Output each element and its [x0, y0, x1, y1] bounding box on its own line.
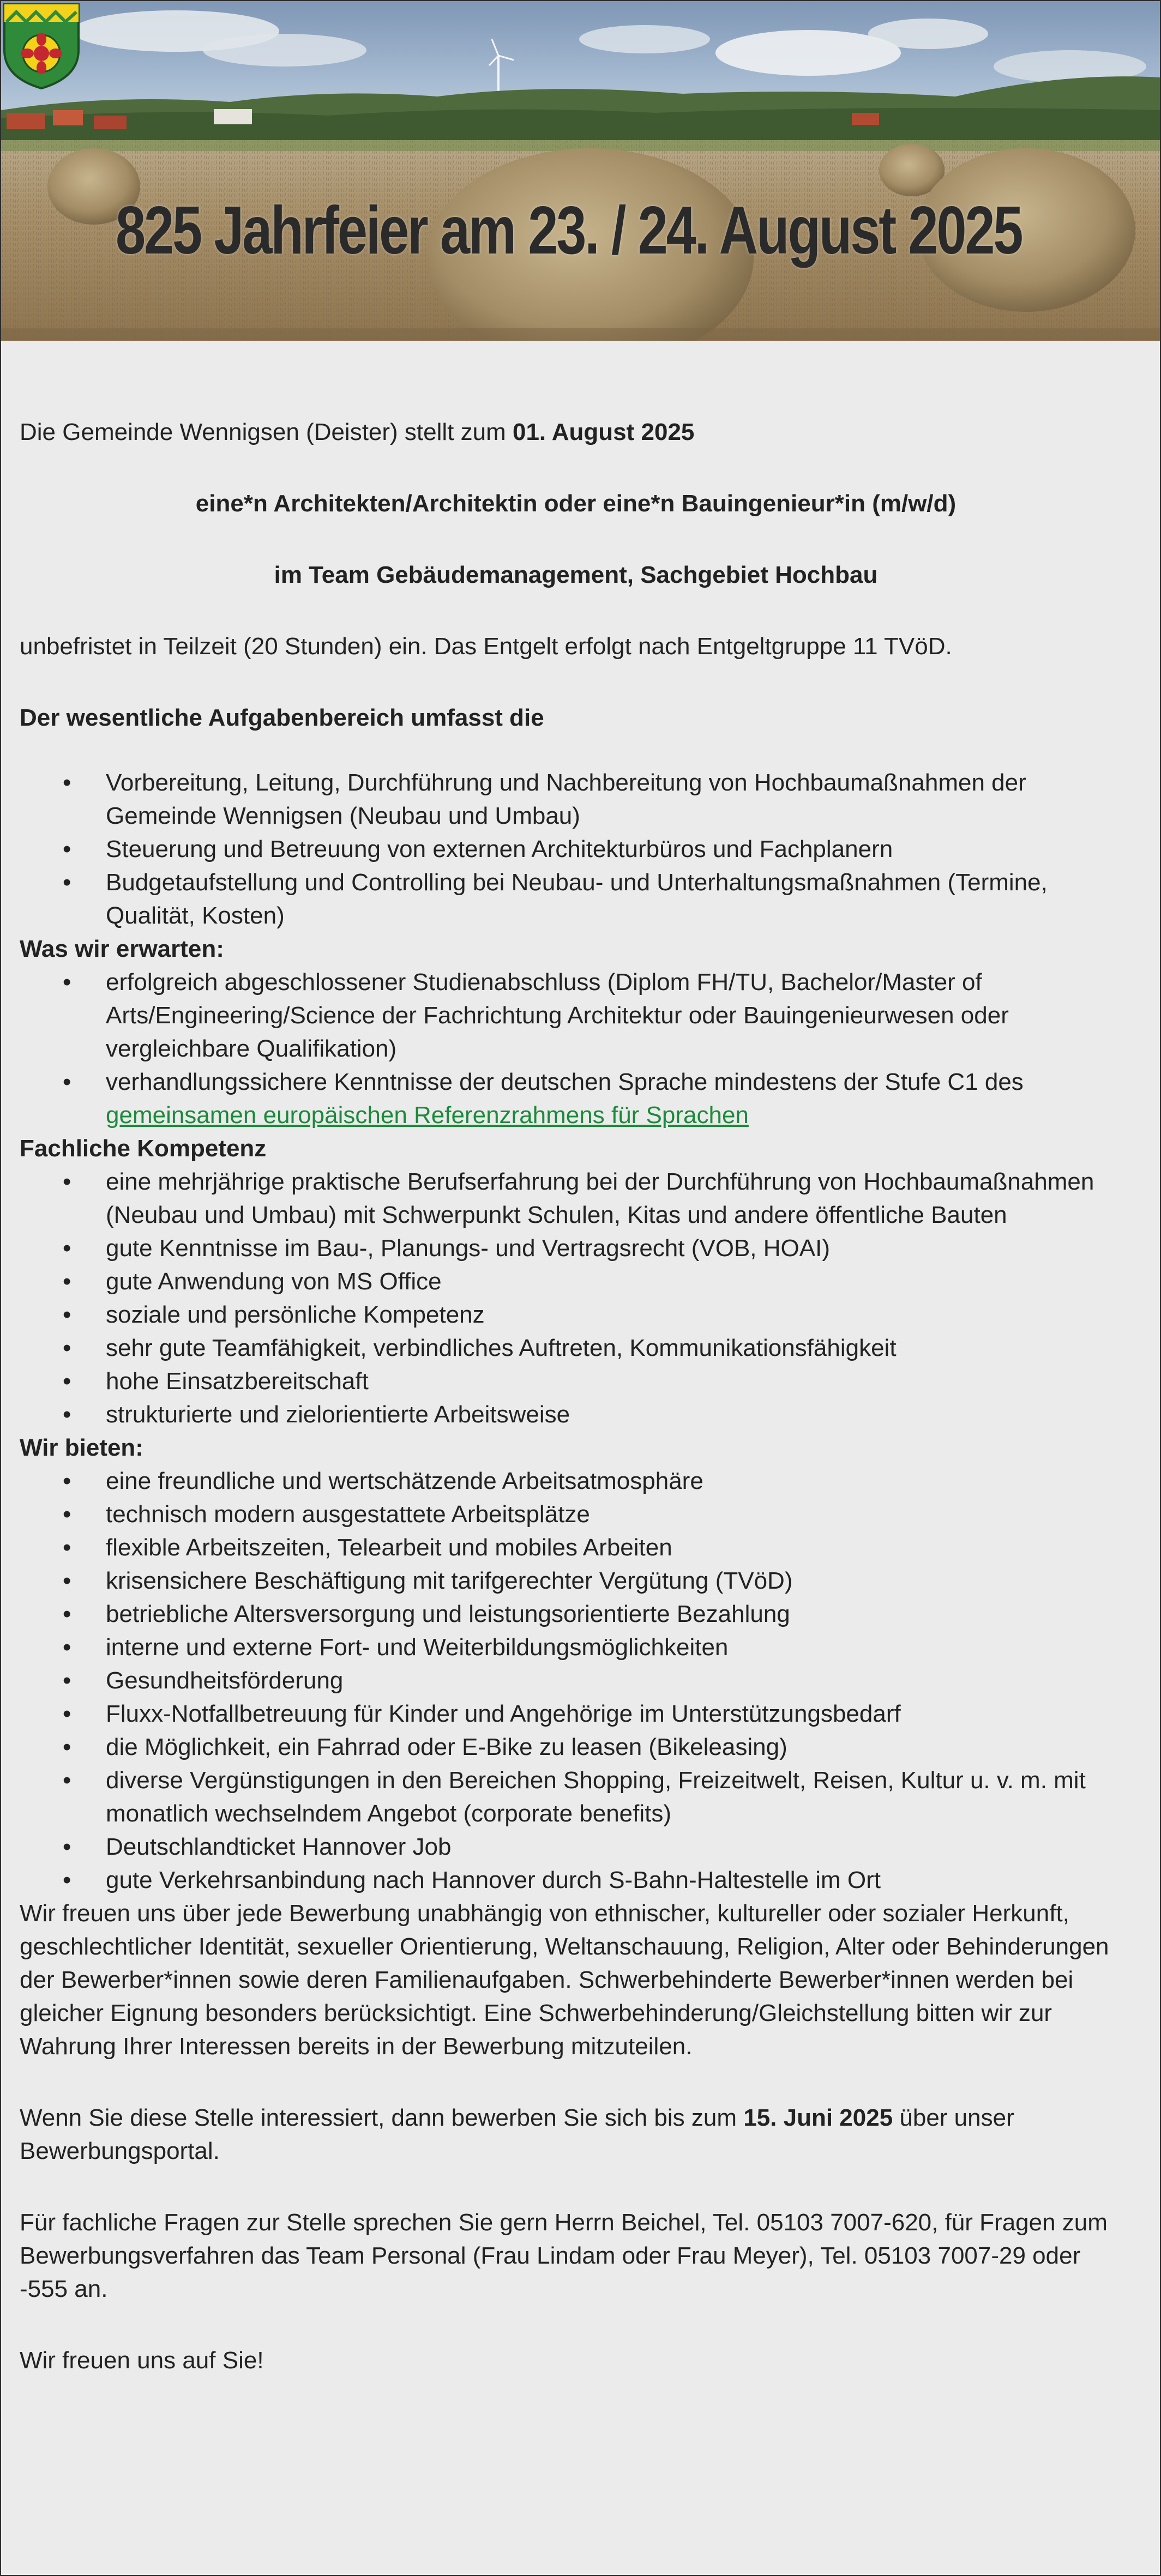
- employment-line: unbefristet in Teilzeit (20 Stunden) ein. Das Entgelt erfolgt nach Entgeltgruppe 11 TVöD.: [20, 633, 952, 660]
- landscape-image: [1, 1, 1160, 341]
- list-item: • krisensichere Beschäftigung mit tarifgerechter Vergütung (TVöD): [20, 1564, 1132, 1597]
- list-item: • Gesundheitsförderung: [20, 1664, 1132, 1697]
- list-item: • erfolgreich abgeschlossener Studienabschluss (Diplom FH/TU, Bachelor/Master of Arts/Engineering/Science der Fachrichtung Architektur oder Bauingenieurwesen oder vergleichbare Qualifikation): [20, 966, 1132, 1065]
- closing-line: Wir freuen uns auf Sie!: [20, 2347, 264, 2374]
- list-item: • betriebliche Altersversorgung und leistungsorientierte Bezahlung: [20, 1597, 1132, 1631]
- apply-text: Wenn Sie diese Stelle interessiert, dann bewerben Sie sich bis zum: [20, 2104, 744, 2131]
- list-item: • gute Anwendung von MS Office: [20, 1265, 1132, 1298]
- contact-info: Für fachliche Fragen zur Stelle sprechen Sie gern Herrn Beichel, Tel. 05103 7007-620, für Fragen zum Bewerbungsverfahren das Team Personal (Frau Lindam oder Frau Meyer), Tel. 05103 7007-29 oder -555 an.: [20, 2209, 1108, 2302]
- expect-heading: Was wir erwarten:: [20, 936, 224, 962]
- list-item: • flexible Arbeitszeiten, Telearbeit und mobiles Arbeiten: [20, 1531, 1132, 1564]
- posting-body: [20, 415, 1132, 2377]
- wennigsen-crest-icon: [1, 1, 82, 91]
- apply-text-end: über unser Bewerbungsportal.: [20, 2104, 1014, 2164]
- list-item: • technisch modern ausgestattete Arbeitsplätze: [20, 1498, 1132, 1531]
- team-line: im Team Gebäudemanagement, Sachgebiet Hochbau: [274, 562, 878, 588]
- position-title: eine*n Architekten/Architektin oder eine*n Bauingenieur*in (m/w/d): [195, 490, 957, 517]
- expect-list: [20, 966, 1132, 1132]
- list-item: • die Möglichkeit, ein Fahrrad oder E-Bike zu leasen (Bikeleasing): [20, 1730, 1132, 1764]
- list-item-text: verhandlungssichere Kenntnisse der deutschen Sprache mindestens der Stufe C1 des: [106, 1069, 1024, 1095]
- list-item: • interne und externe Fort- und Weiterbildungsmöglichkeiten: [20, 1631, 1132, 1664]
- offer-heading: Wir bieten:: [20, 1434, 143, 1461]
- list-item: • gute Kenntnisse im Bau-, Planungs- und Vertragsrecht (VOB, HOAI): [20, 1232, 1132, 1265]
- intro-line: [20, 415, 1132, 449]
- list-item: • strukturierte und zielorientierte Arbeitsweise: [20, 1398, 1132, 1431]
- tasks-heading: Der wesentliche Aufgabenbereich umfasst die: [20, 704, 544, 731]
- list-item: • Budgetaufstellung und Controlling bei Neubau- und Unterhaltungsmaßnahmen (Termine, Qualität, Kosten): [20, 866, 1132, 932]
- competence-list: [20, 1165, 1132, 1431]
- list-item: • diverse Vergünstigungen in den Bereichen Shopping, Freizeitwelt, Reisen, Kultur u. v. m. mit monatlich wechselndem Angebot (corporate benefits): [20, 1764, 1132, 1830]
- list-item: • sehr gute Teamfähigkeit, verbindliches Auftreten, Kommunikationsfähigkeit: [20, 1331, 1132, 1365]
- diversity-statement: Wir freuen uns über jede Bewerbung unabhängig von ethnischer, kultureller oder sozialer Herkunft, geschlechtlicher Identität, sexueller Orientierung, Weltanschauung, Religion, Alter oder Behinderungen der Bewerber*innen sowie deren Familienaufgaben. Schwerbehinderte Bewerber*innen werden bei gleicher Eignung besonders berücksichtigt. Eine Schwerbehinderung/Gleichstellung bitten wir zur Wahrung Ihrer Interessen bereits in der Bewerbung mitzuteilen.: [20, 1900, 1109, 2060]
- list-item: • gute Verkehrsanbindung nach Hannover durch S-Bahn-Haltestelle im Ort: [20, 1863, 1132, 1897]
- deadline-date: 15. Juni 2025: [743, 2104, 893, 2131]
- apply-line: [20, 2101, 1132, 2168]
- list-item: • hohe Einsatzbereitschaft: [20, 1365, 1132, 1398]
- start-date: 01. August 2025: [512, 419, 695, 445]
- list-item: • soziale und persönliche Kompetenz: [20, 1298, 1132, 1331]
- intro-text: Die Gemeinde Wennigsen (Deister) stellt zum: [20, 419, 513, 445]
- cefr-link[interactable]: gemeinsamen europäischen Referenzrahmens für Sprachen: [106, 1102, 749, 1129]
- event-title: 825 Jahrfeier am 23. / 24. August 2025: [116, 193, 1022, 268]
- list-item: • Vorbereitung, Leitung, Durchführung und Nachbereitung von Hochbaumaßnahmen der Gemeinde Wennigsen (Neubau und Umbau): [20, 766, 1132, 832]
- list-item: • eine mehrjährige praktische Berufserfahrung bei der Durchführung von Hochbaumaßnahmen (Neubau und Umbau) mit Schwerpunkt Schulen, Kitas und andere öffentliche Bauten: [20, 1165, 1132, 1232]
- list-item: • Steuerung und Betreuung von externen Architekturbüros und Fachplanern: [20, 832, 1132, 866]
- list-item: [20, 1065, 1132, 1132]
- competence-heading: Fachliche Kompetenz: [20, 1135, 267, 1162]
- list-item: • Fluxx-Notfallbetreuung für Kinder und Angehörige im Unterstützungsbedarf: [20, 1697, 1132, 1730]
- offer-list: [20, 1464, 1132, 1897]
- list-item: • eine freundliche und wertschätzende Arbeitsatmosphäre: [20, 1464, 1132, 1498]
- header-banner: [1, 1, 1160, 341]
- tasks-list: [20, 766, 1132, 932]
- list-item: • Deutschlandticket Hannover Job: [20, 1830, 1132, 1863]
